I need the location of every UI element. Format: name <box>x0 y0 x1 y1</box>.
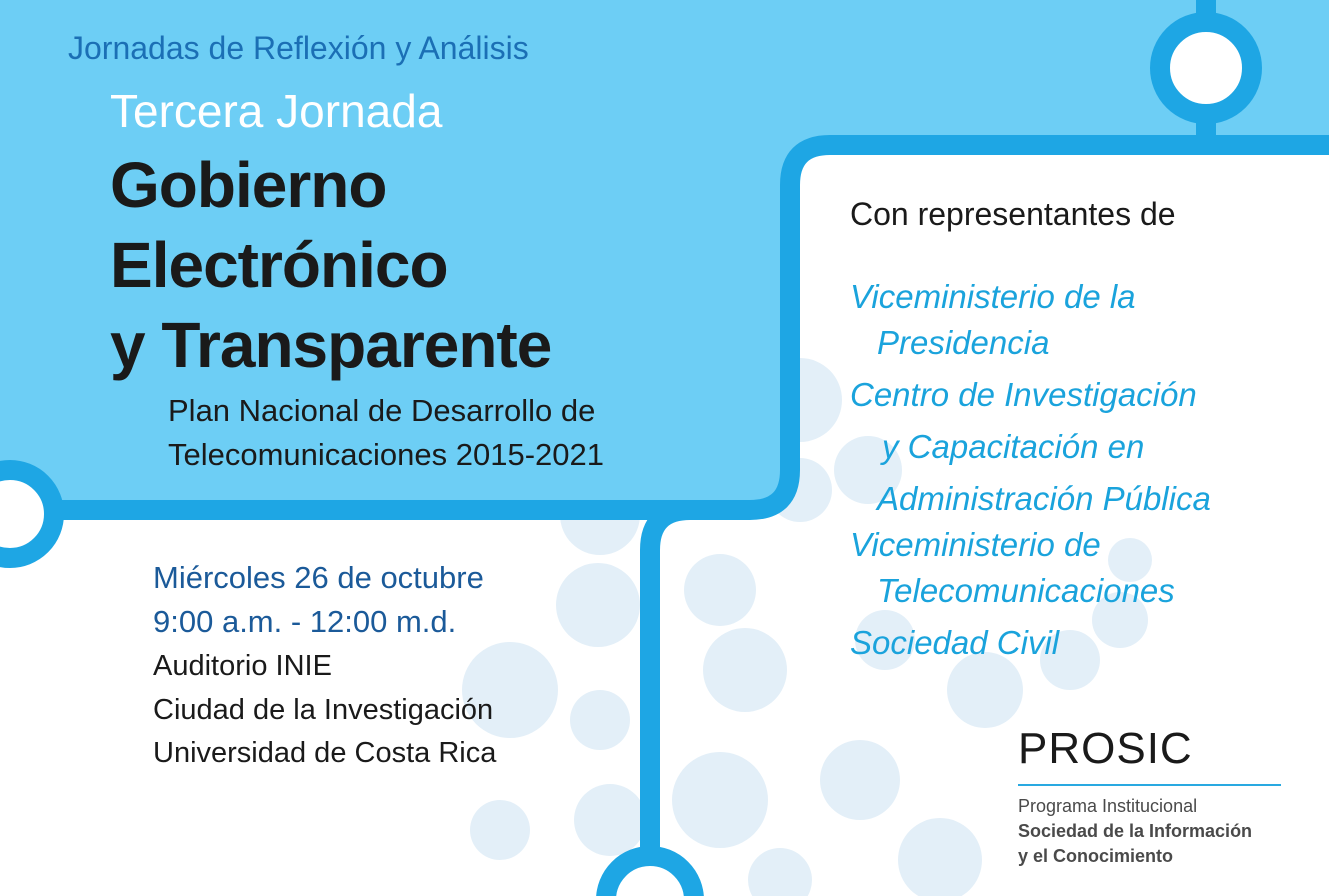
representatives-heading: Con representantes de <box>850 196 1176 232</box>
representative-line: Administración Pública <box>877 480 1211 517</box>
representative-line: Sociedad Civil <box>850 624 1060 661</box>
representative-line: Viceministerio de <box>850 526 1101 563</box>
plan-line-2: Telecomunicaciones 2015-2021 <box>168 437 605 472</box>
logo-subtitle-line-1: Programa Institucional <box>1018 796 1198 816</box>
edition-label: Tercera Jornada <box>110 85 443 137</box>
event-date: Miércoles 26 de octubre <box>153 560 484 595</box>
representative-line: Presidencia <box>877 324 1050 361</box>
representative-line: Centro de Investigación <box>850 376 1197 413</box>
series-subtitle: Jornadas de Reflexión y Análisis <box>68 30 529 66</box>
venue-line-1: Auditorio INIE <box>153 650 332 682</box>
event-title-line-2: Electrónico <box>110 229 448 301</box>
event-title-line-1: Gobierno <box>110 149 387 221</box>
event-time: 9:00 a.m. - 12:00 m.d. <box>153 604 457 639</box>
logo-subtitle-line-3: y el Conocimiento <box>1018 846 1174 866</box>
ring-node-left <box>0 470 54 558</box>
logo-divider <box>1018 784 1281 786</box>
venue-line-3: Universidad de Costa Rica <box>153 737 497 769</box>
ring-node-bottom <box>606 856 694 896</box>
representative-line: Viceministerio de la <box>850 278 1136 315</box>
plan-line-1: Plan Nacional de Desarrollo de <box>168 393 596 428</box>
representative-line: y Capacitación en <box>882 428 1145 465</box>
venue-line-2: Ciudad de la Investigación <box>153 694 494 726</box>
representative-line: Telecomunicaciones <box>877 572 1175 609</box>
logo-subtitle-line-2: Sociedad de la Información <box>1018 821 1253 841</box>
prosic-logo: PROSIC <box>1018 724 1193 773</box>
event-title-line-3: y Transparente <box>110 309 552 381</box>
ring-node-top <box>1160 22 1252 114</box>
